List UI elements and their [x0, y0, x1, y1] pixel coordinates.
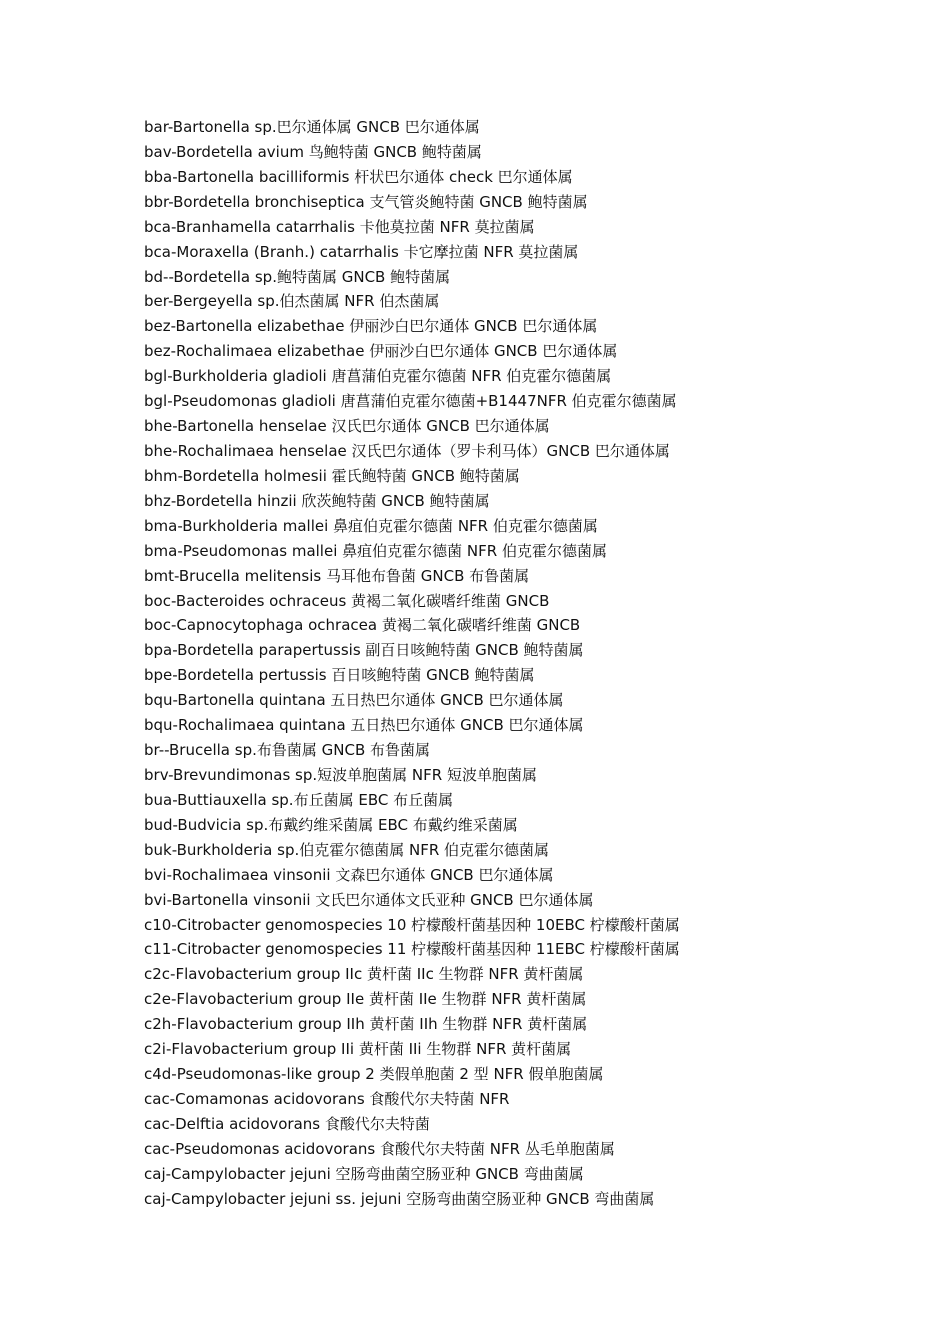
list-item: bav-Bordetella avium 鸟鲍特菌 GNCB 鲍特菌属	[144, 142, 482, 161]
list-item: brv-Brevundimonas sp.短波单胞菌属 NFR 短波单胞菌属	[144, 765, 537, 784]
list-item: bvi-Rochalimaea vinsonii 文森巴尔通体 GNCB 巴尔通体属	[144, 865, 554, 884]
list-item: cac-Delftia acidovorans 食酸代尔夫特菌	[144, 1114, 430, 1133]
list-item: bhm-Bordetella holmesii 霍氏鲍特菌 GNCB 鲍特菌属	[144, 466, 520, 485]
list-item: br--Brucella sp.布鲁菌属 GNCB 布鲁菌属	[144, 741, 431, 760]
list-item: bmt-Brucella melitensis 马耳他布鲁菌 GNCB 布鲁菌属	[144, 566, 530, 585]
list-item: boc-Bacteroides ochraceus 黄褐二氧化碳嗜纤维菌 GNCB	[144, 591, 550, 610]
list-item: bqu-Rochalimaea quintana 五日热巴尔通体 GNCB 巴尔通体属	[144, 716, 584, 735]
list-item: c4d-Pseudomonas-like group 2 类假单胞菌 2 型 NFR 假单胞菌属	[144, 1065, 604, 1084]
list-item: bhe-Rochalimaea henselae 汉氏巴尔通体（罗卡利马体）GNCB 巴尔通体属	[144, 441, 670, 460]
list-item: caj-Campylobacter jejuni ss. jejuni 空肠弯曲菌空肠亚种 GNCB 弯曲菌属	[144, 1189, 655, 1208]
list-item: bpe-Bordetella pertussis 百日咳鲍特菌 GNCB 鲍特菌属	[144, 666, 535, 685]
list-item: bez-Rochalimaea elizabethae 伊丽沙白巴尔通体 GNCB 巴尔通体属	[144, 342, 618, 361]
list-item: c11-Citrobacter genomospecies 11 柠檬酸杆菌基因种 11EBC 柠檬酸杆菌属	[144, 940, 680, 959]
list-item: bqu-Bartonella quintana 五日热巴尔通体 GNCB 巴尔通体属	[144, 691, 564, 710]
list-item: bba-Bartonella bacilliformis 杆状巴尔通体 check 巴尔通体属	[144, 167, 573, 186]
list-item: bvi-Bartonella vinsonii 文氏巴尔通体文氏亚种 GNCB 巴尔通体属	[144, 890, 594, 909]
list-item: bud-Budvicia sp.布戴约维采菌属 EBC 布戴约维采菌属	[144, 815, 518, 834]
list-item: bbr-Bordetella bronchiseptica 支气管炎鲍特菌 GNCB 鲍特菌属	[144, 192, 588, 211]
list-item: c2e-Flavobacterium group IIe 黄杆菌 IIe 生物群 NFR 黄杆菌属	[144, 990, 587, 1009]
list-item: bar-Bartonella sp.巴尔通体属 GNCB 巴尔通体属	[144, 118, 480, 136]
list-item: buk-Burkholderia sp.伯克霍尔德菌属 NFR 伯克霍尔德菌属	[144, 840, 550, 859]
list-item: bhz-Bordetella hinzii 欣茨鲍特菌 GNCB 鲍特菌属	[144, 491, 490, 510]
organism-code-list	[144, 115, 924, 1212]
list-item: c2h-Flavobacterium group IIh 黄杆菌 IIh 生物群 NFR 黄杆菌属	[144, 1015, 588, 1034]
list-item: caj-Campylobacter jejuni 空肠弯曲菌空肠亚种 GNCB 弯曲菌属	[144, 1164, 584, 1183]
list-item: c2i-Flavobacterium group IIi 黄杆菌 IIi 生物群 NFR 黄杆菌属	[144, 1040, 572, 1059]
list-item: bca-Branhamella catarrhalis 卡他莫拉菌 NFR 莫拉菌属	[144, 217, 535, 236]
list-item: boc-Capnocytophaga ochracea 黄褐二氧化碳嗜纤维菌 GNCB	[144, 616, 581, 635]
list-item: ber-Bergeyella sp.伯杰菌属 NFR 伯杰菌属	[144, 292, 440, 311]
list-item: bgl-Burkholderia gladioli 唐菖蒲伯克霍尔德菌 NFR 伯克霍尔德菌属	[144, 367, 612, 386]
list-item: bhe-Bartonella henselae 汉氏巴尔通体 GNCB 巴尔通体属	[144, 417, 550, 436]
list-item: bpa-Bordetella parapertussis 副百日咳鲍特菌 GNCB 鲍特菌属	[144, 641, 584, 660]
list-item: cac-Pseudomonas acidovorans 食酸代尔夫特菌 NFR 丛毛单胞菌属	[144, 1139, 615, 1158]
list-item: bgl-Pseudomonas gladioli 唐菖蒲伯克霍尔德菌+B1447NFR 伯克霍尔德菌属	[144, 392, 677, 411]
list-item: cac-Comamonas acidovorans 食酸代尔夫特菌 NFR	[144, 1089, 510, 1108]
list-item: c2c-Flavobacterium group IIc 黄杆菌 IIc 生物群 NFR 黄杆菌属	[144, 965, 584, 984]
list-item: bez-Bartonella elizabethae 伊丽沙白巴尔通体 GNCB 巴尔通体属	[144, 317, 598, 336]
list-item: bma-Burkholderia mallei 鼻疽伯克霍尔德菌 NFR 伯克霍尔德菌属	[144, 516, 598, 535]
list-item: bca-Moraxella (Branh.) catarrhalis 卡它摩拉菌 NFR 莫拉菌属	[144, 242, 579, 261]
list-item: bua-Buttiauxella sp.布丘菌属 EBC 布丘菌属	[144, 790, 454, 809]
list-item: c10-Citrobacter genomospecies 10 柠檬酸杆菌基因种 10EBC 柠檬酸杆菌属	[144, 915, 680, 934]
list-item: bma-Pseudomonas mallei 鼻疽伯克霍尔德菌 NFR 伯克霍尔德菌属	[144, 541, 607, 560]
list-item: bd--Bordetella sp.鲍特菌属 GNCB 鲍特菌属	[144, 267, 451, 286]
